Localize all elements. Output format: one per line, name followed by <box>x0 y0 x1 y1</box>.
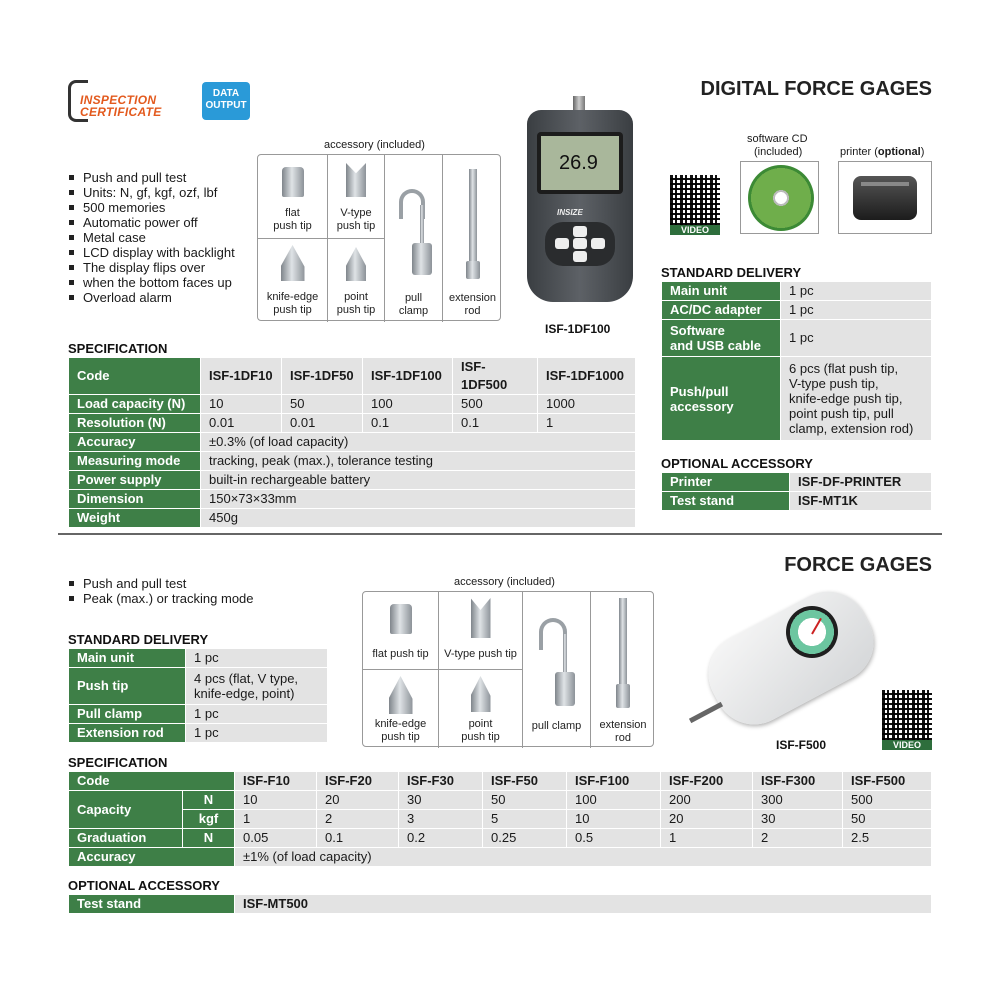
section-divider <box>58 533 942 535</box>
table-row <box>69 358 636 395</box>
spec-cell: 0.1 <box>317 829 399 848</box>
opt-key: Test stand <box>69 895 235 914</box>
delivery-value-line: point push tip, pull <box>789 406 894 421</box>
hook-body <box>555 672 575 706</box>
hook-shank <box>563 634 567 674</box>
spec-unit: N <box>183 829 235 848</box>
spec-header: ISF-F300 <box>753 772 843 791</box>
table-row <box>69 509 636 528</box>
spec-header: ISF-1DF50 <box>282 358 363 395</box>
acc-label: pull clamp <box>531 720 582 732</box>
delivery-key: Main unit <box>662 282 781 301</box>
spec-cell: 450g <box>201 509 636 528</box>
spec-cell: 0.01 <box>201 414 282 433</box>
spec-header: ISF-F100 <box>567 772 661 791</box>
table-row <box>662 301 932 320</box>
spec-key: Accuracy <box>69 848 235 867</box>
spec-cell: 200 <box>661 791 753 810</box>
delivery1-title: STANDARD DELIVERY <box>661 265 802 280</box>
table-row <box>69 705 328 724</box>
delivery-value: 1 pc <box>186 705 328 724</box>
spec-cell: 0.25 <box>483 829 567 848</box>
feature-item-continued: when the bottom faces up <box>68 275 268 290</box>
knife-edge-tip-icon <box>389 676 413 714</box>
acc-label: rod <box>464 305 481 317</box>
table-row <box>69 810 932 829</box>
accessory1-title: accessory (included) <box>324 139 425 151</box>
cd-label1: software CD <box>747 133 808 145</box>
acc-v-type-push-tip <box>439 592 523 670</box>
section2-title: FORCE GAGES <box>784 554 932 576</box>
acc-label: push tip <box>273 220 312 232</box>
acc-label: knife-edge <box>374 718 427 730</box>
spec-key: Code <box>69 358 201 395</box>
acc-label: push tip <box>273 304 312 316</box>
delivery-key <box>662 320 781 357</box>
video-label: VIDEO <box>670 225 720 235</box>
spec-cell: 0.1 <box>363 414 453 433</box>
spec-cell: 500 <box>843 791 932 810</box>
delivery-key-line: accessory <box>670 398 734 414</box>
digital-force-gage-device <box>527 96 633 302</box>
rod-base <box>616 684 630 708</box>
acc-extension-rod <box>591 592 655 748</box>
table-row <box>69 895 932 914</box>
spec-cell: 100 <box>363 395 453 414</box>
flat-tip-icon <box>390 604 412 634</box>
table-row <box>69 649 328 668</box>
spec-unit: N <box>183 791 235 810</box>
printer-slot <box>861 182 909 186</box>
acc-label: point <box>468 718 493 730</box>
video-label: VIDEO <box>882 740 932 750</box>
device-screen <box>537 132 623 194</box>
opt-key: Printer <box>662 473 790 492</box>
delivery-key-line: and USB cable <box>670 338 762 353</box>
delivery-key-line: Push/pull <box>670 383 729 399</box>
table-row <box>69 452 636 471</box>
feature-item: LCD display with backlight <box>68 245 268 260</box>
section1-features <box>68 170 268 305</box>
spec-header: ISF-F200 <box>661 772 753 791</box>
spec-cell: 100 <box>567 791 661 810</box>
printer-label-close: ) <box>920 146 925 158</box>
spec-cell: 150×73×33mm <box>201 490 636 509</box>
delivery-value-line: clamp, extension rod) <box>789 421 914 436</box>
spec-cell: ±1% (of load capacity) <box>235 848 932 867</box>
spec-cell: 5 <box>483 810 567 829</box>
table-row <box>662 473 932 492</box>
spec-cell: 0.5 <box>567 829 661 848</box>
table-row <box>69 668 328 705</box>
v-tip-icon <box>346 163 366 197</box>
spec-cell: 500 <box>453 395 538 414</box>
spec-cell: 10 <box>201 395 282 414</box>
table-row <box>662 492 932 511</box>
opt1-title: OPTIONAL ACCESSORY <box>661 456 813 471</box>
acc-pull-clamp <box>523 592 591 748</box>
spec-cell: 0.1 <box>453 414 538 433</box>
delivery-value: 1 pc <box>186 724 328 743</box>
delivery-value-line: knife-edge push tip, <box>789 391 903 406</box>
device-brand: INSIZE <box>557 208 583 217</box>
delivery-value-line: V-type push tip, <box>789 376 879 391</box>
acc-label: extension <box>448 292 497 304</box>
acc-flat-push-tip <box>363 592 439 670</box>
acc-pull-clamp <box>385 155 443 322</box>
spec2-title: SPECIFICATION <box>68 755 168 770</box>
spec-cell: 1000 <box>538 395 636 414</box>
key-button <box>555 238 569 249</box>
key-button <box>573 226 587 237</box>
device-body <box>694 577 887 738</box>
opt2-table <box>68 894 932 914</box>
delivery-value-line: knife-edge, point) <box>194 686 295 701</box>
spec-cell: 1 <box>661 829 753 848</box>
spec-cell: 30 <box>399 791 483 810</box>
feature-item: Push and pull test <box>68 576 288 591</box>
acc-label: push tip <box>381 731 420 743</box>
delivery-value: 1 pc <box>186 649 328 668</box>
hook-shank <box>420 205 424 245</box>
table-row <box>69 829 932 848</box>
spec-cell: 20 <box>661 810 753 829</box>
delivery-key-line: Software <box>670 323 725 338</box>
v-tip-icon <box>471 598 491 638</box>
opt-key: Test stand <box>662 492 790 511</box>
spec-cell: 50 <box>483 791 567 810</box>
device-shaft <box>689 702 723 723</box>
spec-cell: 1 <box>235 810 317 829</box>
acc-point-push-tip <box>439 670 523 748</box>
badge-line1: DATA <box>212 88 240 99</box>
opt-value: ISF-DF-PRINTER <box>790 473 932 492</box>
acc-v-type-push-tip <box>328 155 385 239</box>
spec-cell: 0.05 <box>235 829 317 848</box>
qr-code-icon <box>670 175 720 225</box>
spec-header: ISF-F30 <box>399 772 483 791</box>
key-button <box>591 238 605 249</box>
qr-code-icon <box>882 690 932 740</box>
delivery-value: 1 pc <box>781 301 932 320</box>
acc-label: point <box>344 291 368 303</box>
spec-cell: built-in rechargeable battery <box>201 471 636 490</box>
table-row <box>69 490 636 509</box>
cd-disc-icon <box>748 165 814 231</box>
acc-label: push tip <box>336 304 376 316</box>
spec-header: ISF-1DF100 <box>363 358 453 395</box>
printer-optional: optional <box>877 146 921 158</box>
point-tip-icon <box>471 676 491 712</box>
feature-item: Push and pull test <box>68 170 268 185</box>
spec-key: Power supply <box>69 471 201 490</box>
feature-item: The display flips over <box>68 260 268 275</box>
opt-value: ISF-MT500 <box>235 895 932 914</box>
spec-cell: 0.01 <box>282 414 363 433</box>
spec-cell: tracking, peak (max.), tolerance testing <box>201 452 636 471</box>
spec-cell: 2 <box>317 810 399 829</box>
printer-label <box>840 146 924 158</box>
feature-item: Metal case <box>68 230 268 245</box>
spec1-title: SPECIFICATION <box>68 341 168 356</box>
spec-key: Accuracy <box>69 433 201 452</box>
spec-header: ISF-F20 <box>317 772 399 791</box>
badge-line2: OUTPUT <box>205 100 247 111</box>
acc-label: push tip <box>461 731 500 743</box>
spec-unit: kgf <box>183 810 235 829</box>
acc-label: pull <box>404 292 423 304</box>
spec-key: Graduation <box>69 829 183 848</box>
spec-header: ISF-F50 <box>483 772 567 791</box>
delivery-key <box>662 357 781 441</box>
spec-cell: 2 <box>753 829 843 848</box>
spec2-table <box>68 771 932 867</box>
spec-cell: 0.2 <box>399 829 483 848</box>
spec-cell: 10 <box>235 791 317 810</box>
acc-label: flat <box>285 207 300 219</box>
knife-edge-tip-icon <box>281 245 305 281</box>
delivery-value-line: 4 pcs (flat, V type, <box>194 671 299 686</box>
feature-item: 500 memories <box>68 200 268 215</box>
feature-item: Automatic power off <box>68 215 268 230</box>
delivery-value <box>781 357 932 441</box>
certificate-line1: INSPECTION <box>80 93 157 107</box>
spec-header: ISF-1DF500 <box>453 358 538 395</box>
spec-cell: 30 <box>753 810 843 829</box>
spec-cell: 50 <box>282 395 363 414</box>
spec-key: Weight <box>69 509 201 528</box>
point-tip-icon <box>346 247 366 281</box>
table-row <box>69 772 932 791</box>
delivery-key: Main unit <box>69 649 186 668</box>
spec-header: ISF-F500 <box>843 772 932 791</box>
spec-key: Measuring mode <box>69 452 201 471</box>
inspection-certificate-logo <box>68 80 186 122</box>
extension-rod-icon <box>619 598 627 690</box>
delivery-value: 1 pc <box>781 320 932 357</box>
spec-cell: 3 <box>399 810 483 829</box>
acc-label: push tip <box>336 220 376 232</box>
table-row <box>69 433 636 452</box>
printer-label-text: printer ( <box>840 146 878 158</box>
key-button <box>573 238 587 249</box>
acc-knife-edge-push-tip <box>363 670 439 748</box>
spec-key: Load capacity (N) <box>69 395 201 414</box>
feature-item: Overload alarm <box>68 290 268 305</box>
acc-extension-rod <box>443 155 502 322</box>
table-row <box>662 357 932 441</box>
section1-title: DIGITAL FORCE GAGES <box>700 78 932 100</box>
cd-label2: (included) <box>754 146 803 158</box>
delivery-key: Push tip <box>69 668 186 705</box>
delivery2-table <box>68 648 328 743</box>
spec-key: Dimension <box>69 490 201 509</box>
table-row <box>69 724 328 743</box>
analog-force-gage-device <box>680 590 880 740</box>
spec-header: ISF-F10 <box>235 772 317 791</box>
spec-header: ISF-1DF10 <box>201 358 282 395</box>
acc-point-push-tip <box>328 239 385 322</box>
delivery1-table <box>661 281 932 441</box>
table-row <box>69 848 932 867</box>
acc-flat-push-tip <box>258 155 328 239</box>
feature-item: Peak (max.) or tracking mode <box>68 591 288 606</box>
acc-label: V-type push tip <box>444 648 517 660</box>
key-button <box>573 251 587 262</box>
spec-header: ISF-1DF1000 <box>538 358 636 395</box>
acc-label: flat push tip <box>372 648 429 660</box>
printer-image <box>838 161 932 234</box>
accessory1-panel <box>257 154 501 321</box>
spec-key: Resolution (N) <box>69 414 201 433</box>
acc-label: rod <box>615 732 631 744</box>
delivery-value <box>186 668 328 705</box>
delivery-key: Extension rod <box>69 724 186 743</box>
acc-label: knife-edge <box>266 291 319 303</box>
rod-base <box>466 261 480 279</box>
acc-label: extension <box>599 719 647 731</box>
table-row <box>69 395 636 414</box>
spec-key: Code <box>69 772 235 791</box>
accessory2-panel <box>362 591 654 747</box>
section2-features <box>68 576 288 606</box>
delivery-value: 1 pc <box>781 282 932 301</box>
spec-cell: ±0.3% (of load capacity) <box>201 433 636 452</box>
opt-value: ISF-MT1K <box>790 492 932 511</box>
table-row <box>69 471 636 490</box>
delivery-value-line: 6 pcs (flat push tip, <box>789 361 899 376</box>
spec-cell: 300 <box>753 791 843 810</box>
extension-rod-icon <box>469 169 477 269</box>
acc-label: clamp <box>398 305 429 317</box>
certificate-line2: CERTIFICATE <box>80 105 162 119</box>
delivery2-title: STANDARD DELIVERY <box>68 632 209 647</box>
spec-cell: 2.5 <box>843 829 932 848</box>
spec-key: Capacity <box>69 791 183 829</box>
display-reading: 26.9 <box>559 152 598 174</box>
delivery-key: Pull clamp <box>69 705 186 724</box>
table-row <box>662 282 932 301</box>
device-keypad <box>545 222 615 266</box>
spec-cell: 1 <box>538 414 636 433</box>
table-row <box>69 791 932 810</box>
accessory2-title: accessory (included) <box>454 576 555 588</box>
software-cd-image <box>740 161 819 234</box>
spec-cell: 20 <box>317 791 399 810</box>
table-row <box>662 320 932 357</box>
spec-cell: 50 <box>843 810 932 829</box>
data-output-badge <box>202 82 250 120</box>
acc-label: V-type <box>340 207 372 219</box>
flat-tip-icon <box>282 167 304 197</box>
feature-item: Units: N, gf, kgf, ozf, lbf <box>68 185 268 200</box>
hook-body <box>412 243 432 275</box>
table-row <box>69 414 636 433</box>
acc-knife-edge-push-tip <box>258 239 328 322</box>
opt2-title: OPTIONAL ACCESSORY <box>68 878 220 893</box>
device2-model: ISF-F500 <box>776 738 827 752</box>
delivery-key: AC/DC adapter <box>662 301 781 320</box>
device1-model: ISF-1DF100 <box>545 322 611 336</box>
spec1-table <box>68 357 636 528</box>
opt1-table <box>661 472 932 511</box>
spec-cell: 10 <box>567 810 661 829</box>
